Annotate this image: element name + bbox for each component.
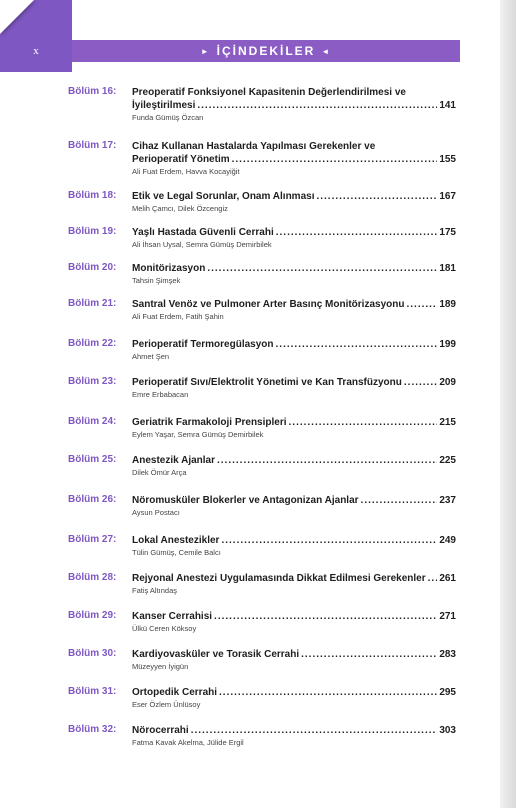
page-ref: 167 [439, 191, 456, 202]
entry-body [132, 226, 456, 250]
dot-leader [276, 338, 438, 351]
chapter-label: Bölüm 32: [68, 724, 117, 735]
page-ref: 261 [439, 573, 456, 584]
chapter-title: Nöromusküler Blokerler ve Antagonizan Ajanlar [132, 495, 359, 506]
dot-leader [316, 190, 437, 203]
authors: Fatma Kavak Akelma, Jülide Ergil [132, 738, 244, 747]
dot-leader [197, 99, 437, 112]
page-title: İÇİNDEKİLER [216, 44, 316, 58]
chapter-title: Perioperatif Sıvı/Elektrolit Yönetimi ve Kan Transfüzyonu [132, 377, 402, 388]
toc-entry[interactable] [68, 494, 456, 518]
entry-body [132, 610, 456, 634]
entry-body [132, 724, 456, 748]
dot-leader [361, 494, 438, 507]
page-ref: 225 [439, 455, 456, 466]
chapter-label: Bölüm 27: [68, 534, 117, 545]
chapter-title: İyileştirilmesi [132, 100, 196, 111]
page-ref: 209 [439, 377, 456, 388]
page-ref: 303 [439, 725, 456, 736]
dot-leader [207, 262, 437, 275]
toc-entry[interactable] [68, 376, 456, 400]
chapter-title-line1: Preoperatif Fonksiyonel Kapasitenin Değerlendirilmesi ve [132, 87, 406, 98]
chapter-title-line [132, 99, 456, 112]
chapter-title: Perioperatif Yönetim [132, 154, 230, 165]
chapter-title: Kardiyovasküler ve Torasik Cerrahi [132, 649, 300, 660]
toc-entry[interactable] [68, 572, 456, 596]
authors: Ülkü Ceren Köksoy [132, 624, 197, 633]
chapter-title: Nörocerrahi [132, 725, 189, 736]
chapter-title: Geriatrik Farmakoloji Prensipleri [132, 417, 287, 428]
chapter-label: Bölüm 31: [68, 686, 117, 697]
chapter-title: Kanser Cerrahisi [132, 611, 213, 622]
chapter-title-line [132, 190, 456, 203]
chapter-title-line [132, 648, 456, 661]
toc-entry[interactable] [68, 686, 456, 710]
page-ref: 215 [439, 417, 456, 428]
authors: Eylem Yaşar, Semra Gümüş Demirbilek [132, 430, 264, 439]
chapter-title-line [132, 454, 456, 467]
chapter-title-line [132, 338, 456, 351]
dot-leader [217, 454, 437, 467]
chapter-label: Bölüm 30: [68, 648, 117, 659]
dot-leader [428, 572, 438, 585]
dot-leader [289, 416, 438, 429]
authors: Aysun Postacı [132, 508, 180, 517]
authors: Funda Gümüş Özcan [132, 113, 204, 122]
entry-body [132, 686, 456, 710]
page-ref: 199 [439, 339, 456, 350]
chapter-title-line [132, 572, 456, 585]
entry-body [132, 376, 456, 400]
chapter-title-line [132, 376, 456, 389]
page-ref: 155 [439, 154, 456, 165]
toc-entry[interactable] [68, 226, 456, 250]
chapter-label: Bölüm 22: [68, 338, 117, 349]
entry-body [132, 262, 456, 286]
chapter-title: Perioperatif Termoregülasyon [132, 339, 274, 350]
chapter-label: Bölüm 26: [68, 494, 117, 505]
toc-entry[interactable] [68, 454, 456, 478]
chapter-title-line1: Cihaz Kullanan Hastalarda Yapılması Gerekenler ve [132, 141, 376, 152]
page-edge-shadow [500, 0, 516, 808]
dot-leader [219, 686, 437, 699]
chapter-label: Bölüm 23: [68, 376, 117, 387]
authors: Ali Fuat Erdem, Fatih Şahin [132, 312, 224, 321]
chapter-title: Lokal Anestezikler [132, 535, 220, 546]
toc-entry[interactable] [68, 298, 456, 322]
authors: Dilek Ömür Arça [132, 468, 187, 477]
toc-entry[interactable] [68, 416, 456, 440]
chapter-title-line [132, 226, 456, 239]
entry-body [132, 298, 456, 322]
dot-leader [214, 610, 437, 623]
toc-entry[interactable] [68, 724, 456, 748]
authors: Ali İhsan Uysal, Semra Gümüş Demirbilek [132, 240, 272, 249]
triangle-left-icon: ◄ [321, 46, 332, 56]
page-ref: 271 [439, 611, 456, 622]
authors: Tülin Gümüş, Cemile Balcı [132, 548, 221, 557]
chapter-title-line [132, 494, 456, 507]
chapter-label: Bölüm 19: [68, 226, 117, 237]
page-ref: 237 [439, 495, 456, 506]
entry-body [132, 534, 456, 558]
header-bar [0, 40, 460, 62]
page-ref: 175 [439, 227, 456, 238]
toc-title-band [72, 40, 460, 62]
authors: Ali Fuat Erdem, Havva Kocayiğit [132, 167, 240, 176]
page-ref: 249 [439, 535, 456, 546]
folded-corner-icon [0, 0, 34, 34]
chapter-title: Etik ve Legal Sorunlar, Onam Alınması [132, 191, 315, 202]
authors: Ahmet Şen [132, 352, 170, 361]
chapter-label: Bölüm 18: [68, 190, 117, 201]
chapter-title: Monitörizasyon [132, 263, 206, 274]
dot-leader [276, 226, 438, 239]
entry-body [132, 140, 456, 177]
entry-body [132, 86, 456, 123]
page-ref: 189 [439, 299, 456, 310]
chapter-label: Bölüm 28: [68, 572, 117, 583]
toc-entry[interactable] [68, 140, 456, 177]
entry-body [132, 648, 456, 672]
dot-leader [232, 153, 438, 166]
entry-body [132, 494, 456, 518]
toc-entry[interactable] [68, 610, 456, 634]
chapter-title-line [132, 610, 456, 623]
chapter-label: Bölüm 29: [68, 610, 117, 621]
toc-entry[interactable] [68, 648, 456, 672]
dot-leader [301, 648, 437, 661]
chapter-label: Bölüm 24: [68, 416, 117, 427]
chapter-label: Bölüm 25: [68, 454, 117, 465]
chapter-title-line [132, 153, 456, 166]
page-ref: 141 [439, 100, 456, 111]
chapter-label: Bölüm 17: [68, 140, 117, 151]
authors: Fatiş Altındaş [132, 586, 178, 595]
entry-body [132, 416, 456, 440]
entry-body [132, 572, 456, 596]
toc-entry[interactable] [68, 190, 456, 214]
entry-body [132, 338, 456, 362]
toc-entry[interactable] [68, 86, 456, 123]
chapter-label: Bölüm 20: [68, 262, 117, 273]
dot-leader [406, 298, 437, 311]
toc-entry[interactable] [68, 338, 456, 362]
chapter-title-line [132, 416, 456, 429]
page-ref: 283 [439, 649, 456, 660]
triangle-right-icon: ► [200, 46, 211, 56]
entry-body [132, 454, 456, 478]
entry-body [132, 190, 456, 214]
page-number: x [33, 45, 39, 57]
authors: Müzeyyen İyigün [132, 662, 189, 671]
authors: Emre Erbabacan [132, 390, 189, 399]
chapter-title: Santral Venöz ve Pulmoner Arter Basınç Monitörizasyonu [132, 299, 405, 310]
toc-entry[interactable] [68, 262, 456, 286]
page-ref: 295 [439, 687, 456, 698]
chapter-label: Bölüm 21: [68, 298, 117, 309]
chapter-title-line [132, 724, 456, 737]
chapter-title-line [132, 298, 456, 311]
chapter-label: Bölüm 16: [68, 86, 117, 97]
authors: Tahsin Şimşek [132, 276, 181, 285]
chapter-title: Anestezik Ajanlar [132, 455, 215, 466]
dot-leader [191, 724, 438, 737]
dot-leader [404, 376, 437, 389]
chapter-title-line [132, 534, 456, 547]
chapter-title-line [132, 686, 456, 699]
chapter-title: Yaşlı Hastada Güvenli Cerrahi [132, 227, 274, 238]
page-ref: 181 [439, 263, 456, 274]
authors: Eser Özlem Ünlüsoy [132, 700, 201, 709]
dot-leader [221, 534, 437, 547]
chapter-title-line [132, 262, 456, 275]
chapter-title: Ortopedik Cerrahi [132, 687, 218, 698]
authors: Melih Çamcı, Dilek Özcengiz [132, 204, 228, 213]
chapter-title: Rejyonal Anestezi Uygulamasında Dikkat Edilmesi Gerekenler [132, 573, 426, 584]
toc-entry[interactable] [68, 534, 456, 558]
